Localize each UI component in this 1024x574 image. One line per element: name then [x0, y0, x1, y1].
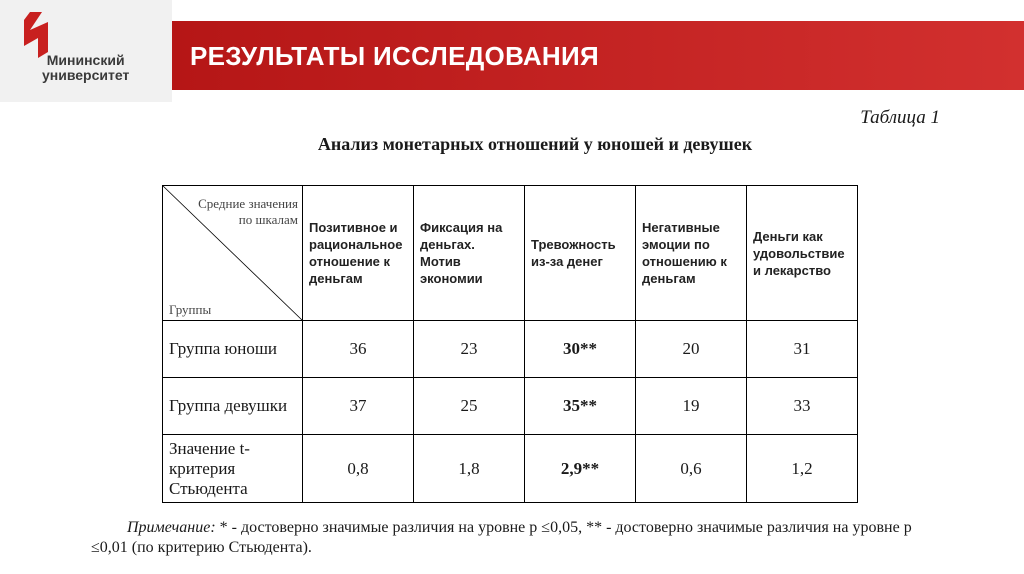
column-header: Деньги как удовольствие и лекарство	[747, 186, 858, 321]
table-row	[163, 378, 858, 435]
column-header: Тревожность из-за денег	[525, 186, 636, 321]
row-group-label: Значение t-критерия Стьюдента	[163, 435, 303, 503]
table-cell: 25	[414, 378, 525, 435]
row-group-label: Группа девушки	[163, 378, 303, 435]
table-cell: 2,9**	[525, 435, 636, 503]
table-cell: 0,6	[636, 435, 747, 503]
corner-scales-label	[198, 196, 298, 228]
logo-text	[42, 53, 129, 83]
table-cell: 31	[747, 321, 858, 378]
table-row	[163, 435, 858, 503]
table-cell: 36	[303, 321, 414, 378]
table-cell: 35**	[525, 378, 636, 435]
table-cell: 0,8	[303, 435, 414, 503]
table-note	[91, 518, 936, 558]
row-group-label: Группа юноши	[163, 321, 303, 378]
corner-scales-line-2: по шкалам	[238, 212, 298, 227]
table-cell: 30**	[525, 321, 636, 378]
column-header: Позитивное и рациональное отношение к деньгам	[303, 186, 414, 321]
page-title: РЕЗУЛЬТАТЫ ИССЛЕДОВАНИЯ	[190, 41, 599, 71]
table-cell: 20	[636, 321, 747, 378]
column-header: Фиксация на деньгах. Мотив экономии	[414, 186, 525, 321]
corner-scales-line-1: Средние значения	[198, 196, 298, 211]
title-banner	[172, 21, 1024, 90]
logo-panel	[0, 0, 172, 102]
logo-line-1: Мининский	[46, 52, 125, 68]
table-cell: 1,8	[414, 435, 525, 503]
results-table	[162, 185, 858, 503]
table-cell: 1,2	[747, 435, 858, 503]
corner-groups-label: Группы	[169, 302, 212, 317]
table-header-row	[163, 186, 858, 321]
table-number: Таблица 1	[860, 107, 940, 128]
table-cell: 33	[747, 378, 858, 435]
column-header: Негативные эмоции по отношению к деньгам	[636, 186, 747, 321]
table-cell: 19	[636, 378, 747, 435]
table-caption: Анализ монетарных отношений у юношей и девушек	[317, 134, 753, 154]
table-corner-cell	[163, 186, 303, 321]
table-cell: 23	[414, 321, 525, 378]
note-label: Примечание:	[127, 519, 216, 536]
table-row	[163, 321, 858, 378]
note-text: * - достоверно значимые различия на уровне p ≤0,05, ** - достоверно значимые различия на уровне p ≤0,01 (по критерию Стьюдента).	[91, 519, 912, 556]
logo-line-2: университет	[42, 67, 130, 83]
table-cell: 37	[303, 378, 414, 435]
